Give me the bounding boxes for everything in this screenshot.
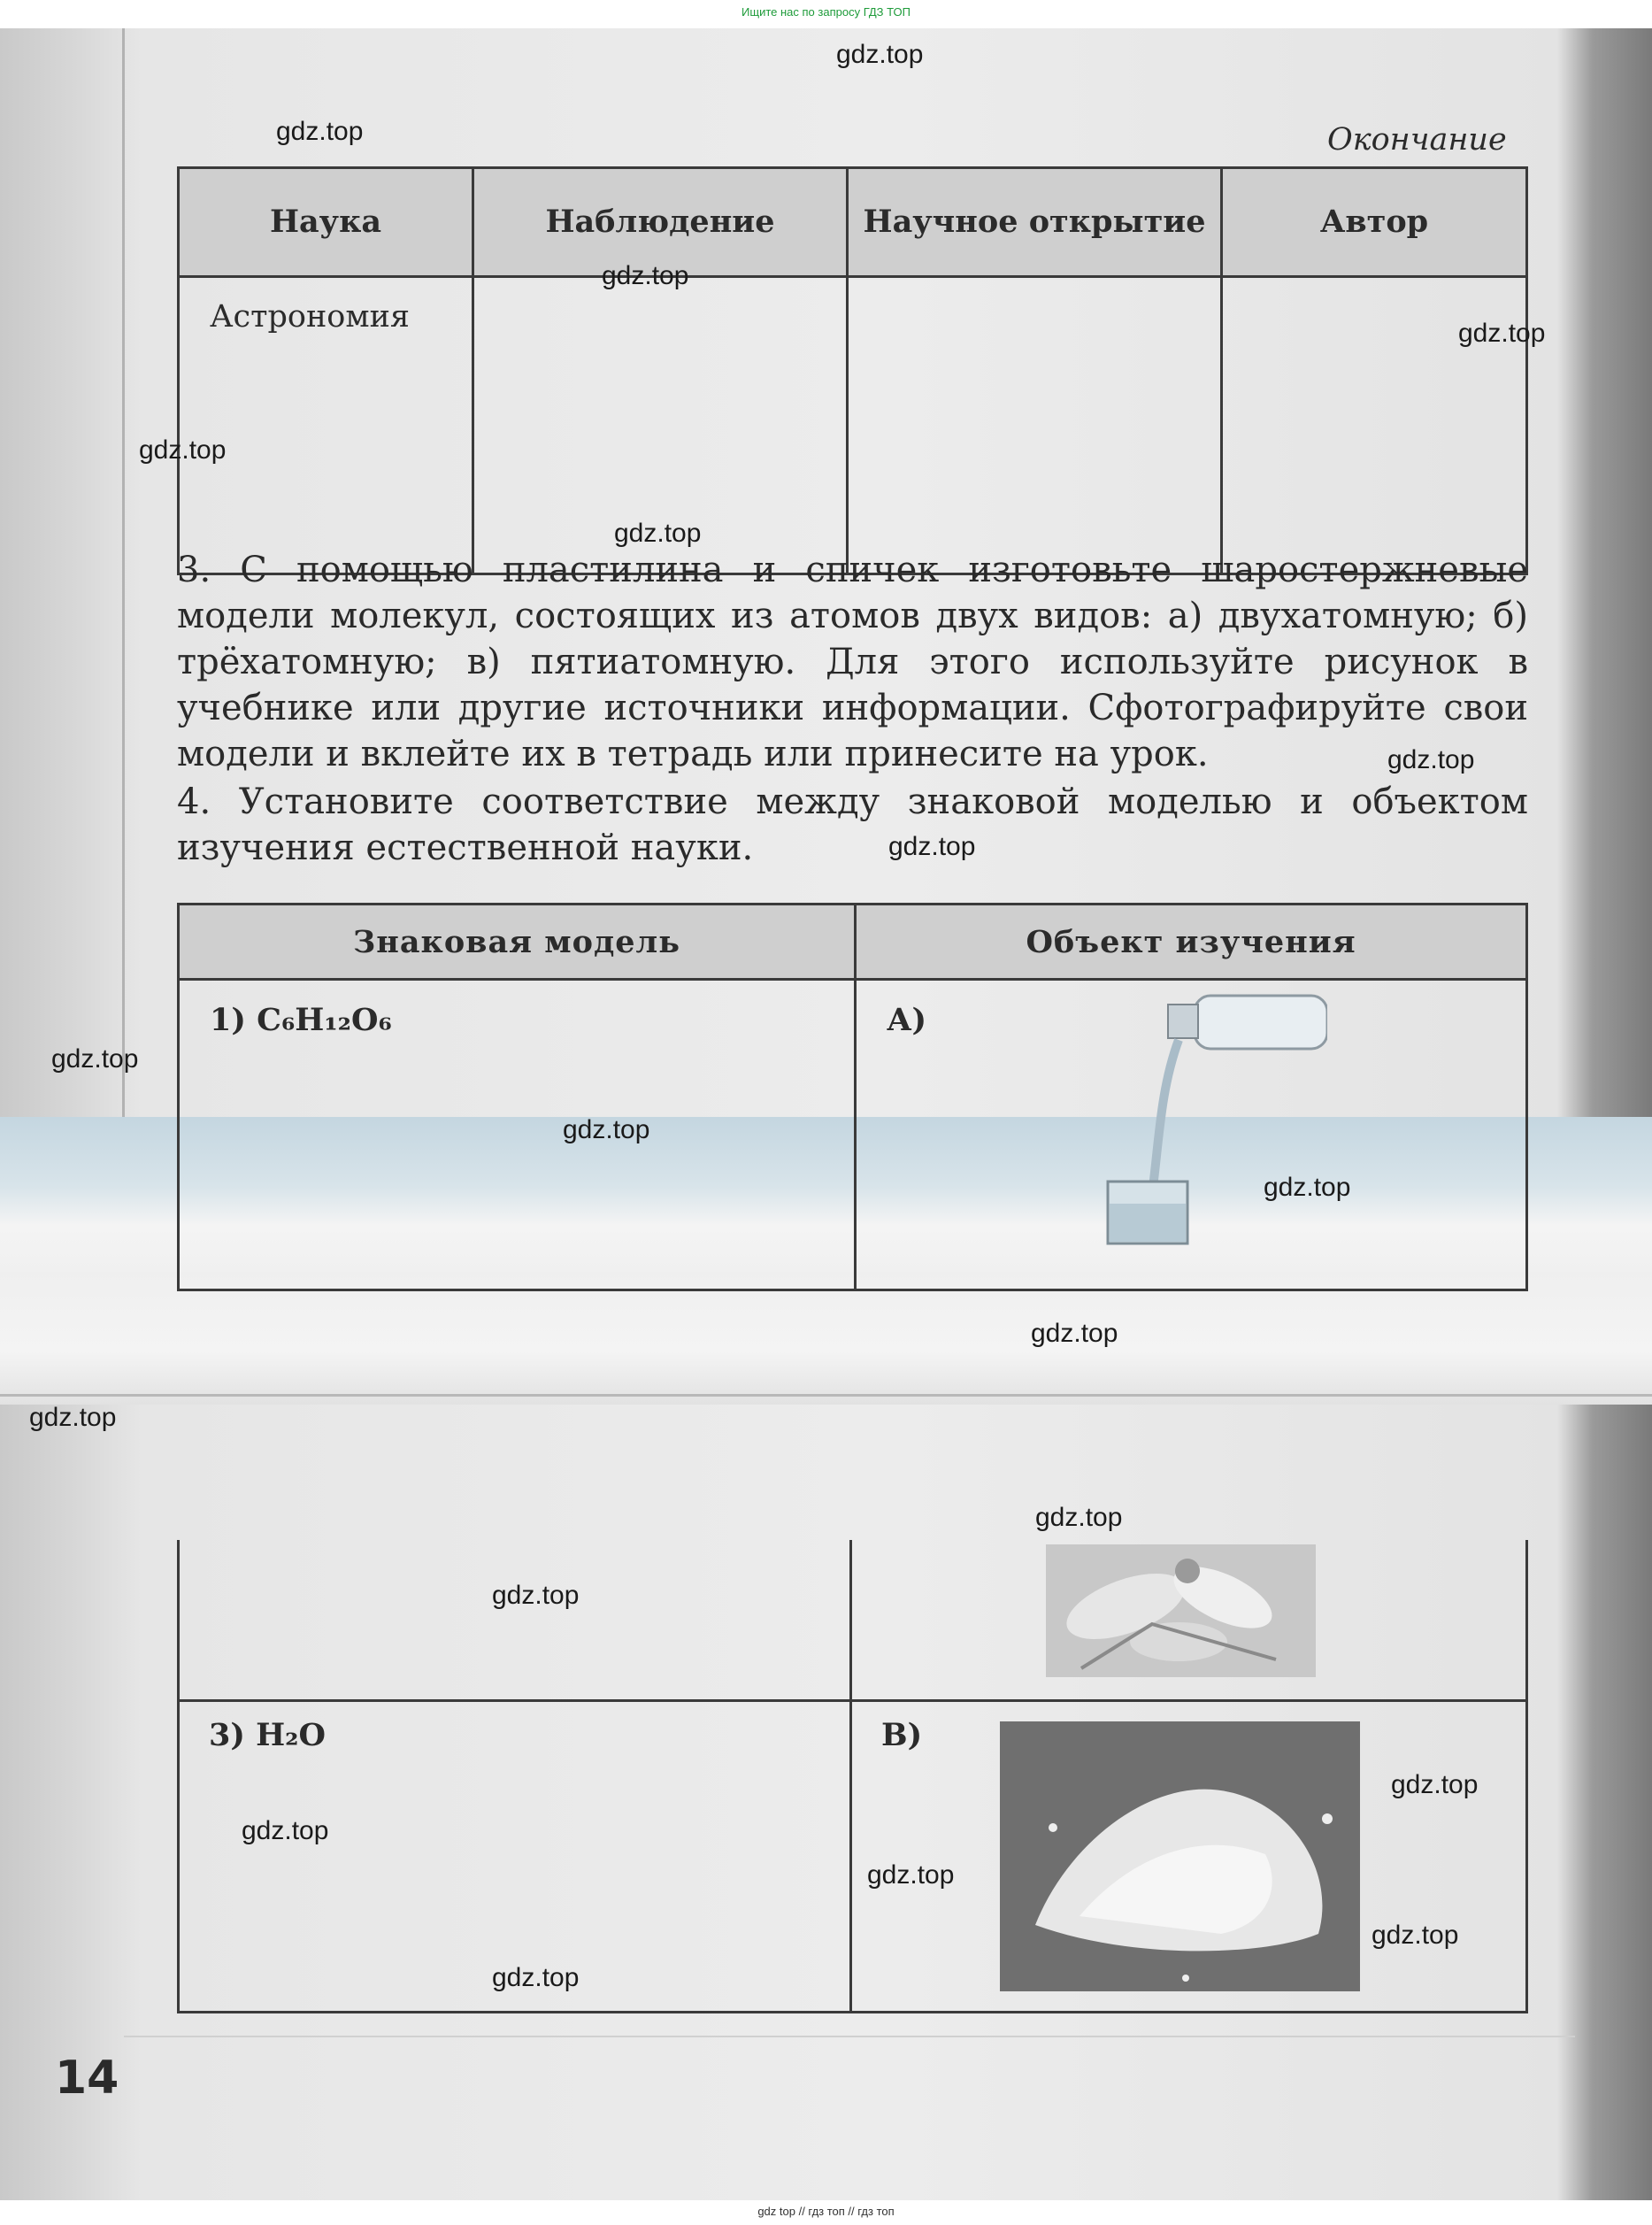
header-author: Автор [1222,168,1527,277]
header-discovery: Научное открытие [848,168,1222,277]
header-science: Наука [179,168,473,277]
watermark: gdz.top [1391,1770,1479,1799]
watermark: gdz.top [29,1403,117,1432]
water-pouring-image [1097,987,1327,1252]
table-row [179,277,1527,574]
table-header-row [179,168,1527,277]
watermark: gdz.top [888,832,976,861]
cell-model-3: 3) H₂O [209,1717,326,1753]
watermark: gdz.top [836,40,924,69]
science-discovery-table [177,166,1528,575]
table-border [1525,1540,1528,2013]
watermark: gdz.top [492,1963,580,1992]
torn-paper-band-lower [0,1272,1652,1405]
cell-discovery[interactable] [848,277,1222,574]
watermark: gdz.top [276,117,364,146]
header-study-object: Объект изучения [856,905,1527,980]
watermark: gdz.top [139,435,227,465]
task-3-text: 3. С помощью пластилина и спичек изготовьте шаростержневые модели молекул, состоящих из атомов двух видов: а) двухатомную; б) трёхатомную; в) пятиатомную. Для этого используйте рисунок в учебнике или другие источники информации. Сфотографируйте свои модели и вклейте их в тетрадь или принесите на урок. [177,550,1528,774]
cell-astronomy: Астрономия [179,277,473,574]
watermark: gdz.top [1458,319,1546,348]
watermark: gdz.top [602,261,689,290]
cell-object-a: А) [856,980,1527,1290]
header-observation: Наблюдение [473,168,848,277]
watermark: gdz.top [1372,1921,1459,1950]
watermark: gdz.top [51,1044,139,1074]
white-powder-image [1000,1721,1360,1991]
table-border [849,1540,852,2013]
header-sign-model: Знаковая модель [179,905,856,980]
plant-image [1046,1544,1316,1677]
watermark: gdz.top [1387,745,1475,774]
table-border [177,1699,1528,1702]
cell-object-b: В) [881,1717,923,1753]
watermark: gdz.top [242,1816,329,1845]
table-header-row [179,905,1527,980]
bottom-banner[interactable]: gdz top // гдз топ // гдз топ [0,2200,1652,2225]
watermark: gdz.top [563,1115,650,1144]
task-4-text: 4. Установите соответствие между знаковой моделью и объектом изучения естественной науки. [177,781,1528,868]
watermark: gdz.top [1031,1319,1118,1348]
watermark: gdz.top [867,1860,955,1890]
table-border [177,1540,180,2013]
cell-model-1: 1) C₆H₁₂O₆ [179,980,856,1290]
watermark: gdz.top [1264,1173,1351,1202]
ending-label: Окончание [1327,122,1507,158]
watermark: gdz.top [492,1581,580,1610]
page-margin-line [122,28,125,1161]
page-number: 14 [55,2052,119,2105]
torn-edge [0,1394,1652,1397]
page-bottom-edge [124,2000,1575,2037]
top-banner[interactable]: Ищите нас по запросу ГДЗ ТОП [0,0,1652,28]
watermark: gdz.top [614,519,702,548]
watermark: gdz.top [1035,1503,1123,1532]
